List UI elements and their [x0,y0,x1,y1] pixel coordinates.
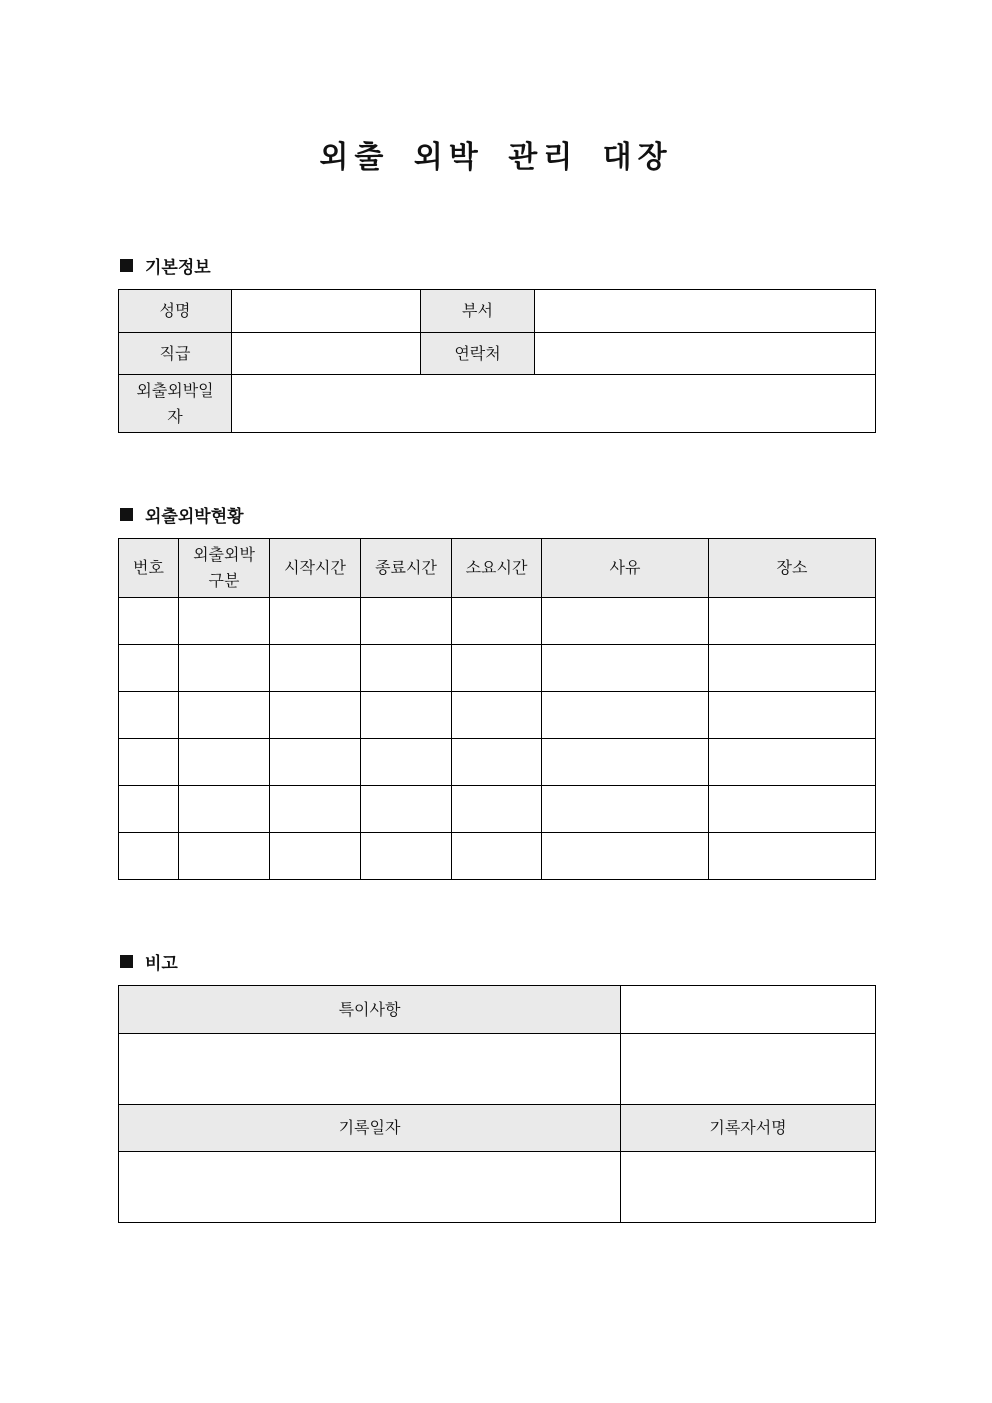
table-row [119,786,876,833]
outing-date-label [119,375,232,433]
table-cell[interactable] [179,692,270,739]
table-cell[interactable] [452,739,542,786]
table-cell[interactable] [452,833,542,880]
remarks-heading-text: 비고 [145,954,178,974]
table-cell[interactable] [709,833,876,880]
table-cell[interactable] [361,833,452,880]
col-header-duration: 소요시간 [452,539,542,598]
square-bullet-icon [120,955,133,968]
basic-info-heading-text: 기본정보 [145,258,211,278]
table-cell[interactable] [542,786,709,833]
table-cell[interactable] [119,692,179,739]
table-cell[interactable] [542,645,709,692]
table-cell[interactable] [542,833,709,880]
table-cell[interactable] [179,645,270,692]
department-label: 부서 [421,290,535,333]
table-cell[interactable] [542,598,709,645]
table-cell[interactable] [119,645,179,692]
record-date-label: 기록일자 [119,1105,621,1152]
position-field[interactable] [232,333,421,375]
department-field[interactable] [535,290,876,333]
table-row [119,692,876,739]
table-row [119,645,876,692]
table-cell[interactable] [709,739,876,786]
table-cell[interactable] [452,692,542,739]
table-cell[interactable] [119,786,179,833]
table-cell[interactable] [270,645,361,692]
remarks-table [118,985,876,1223]
name-field[interactable] [232,290,421,333]
table-cell[interactable] [361,739,452,786]
name-label: 성명 [119,290,232,333]
status-heading [120,502,244,527]
position-label: 직급 [119,333,232,375]
page-title: 외출 외박 관리 대장 [319,140,673,175]
recorder-signature-label: 기록자서명 [621,1105,876,1152]
contact-field[interactable] [535,333,876,375]
basic-info-heading [120,253,211,278]
col-header-type-line2: 구분 [208,571,240,590]
table-cell[interactable] [709,598,876,645]
table-cell[interactable] [452,598,542,645]
record-date-field[interactable] [119,1152,621,1223]
contact-label: 연락처 [421,333,535,375]
basic-info-table [118,289,876,433]
special-notes-field[interactable] [119,1034,621,1105]
table-cell[interactable] [270,786,361,833]
col-header-number: 번호 [119,539,179,598]
table-cell[interactable] [542,739,709,786]
outing-date-label-line1: 외출외박일 [136,380,214,400]
table-cell[interactable] [452,645,542,692]
special-notes-side-cell[interactable] [621,986,876,1034]
table-cell[interactable] [270,692,361,739]
table-cell[interactable] [361,645,452,692]
table-cell[interactable] [361,598,452,645]
col-header-type-line1: 외출외박 [193,545,255,564]
col-header-reason: 사유 [542,539,709,598]
table-cell[interactable] [119,598,179,645]
table-cell[interactable] [179,598,270,645]
outing-status-table [118,538,876,880]
special-notes-label: 특이사항 [119,986,621,1034]
col-header-end-time: 종료시간 [361,539,452,598]
table-cell[interactable] [179,786,270,833]
table-cell[interactable] [709,645,876,692]
special-notes-side-field[interactable] [621,1034,876,1105]
outing-date-field[interactable] [232,375,876,433]
table-cell[interactable] [709,786,876,833]
table-row [119,833,876,880]
table-cell[interactable] [119,833,179,880]
table-row [119,739,876,786]
table-cell[interactable] [270,598,361,645]
table-cell[interactable] [709,692,876,739]
table-cell[interactable] [270,833,361,880]
col-header-type [179,539,270,598]
status-heading-text: 외출외박현황 [145,507,244,527]
table-cell[interactable] [119,739,179,786]
table-cell[interactable] [361,786,452,833]
table-cell[interactable] [179,833,270,880]
table-row [119,598,876,645]
outing-date-label-line2: 자 [167,406,183,426]
table-cell[interactable] [179,739,270,786]
remarks-heading [120,949,178,974]
col-header-place: 장소 [709,539,876,598]
recorder-signature-field[interactable] [621,1152,876,1223]
table-cell[interactable] [361,692,452,739]
square-bullet-icon [120,259,133,272]
col-header-start-time: 시작시간 [270,539,361,598]
square-bullet-icon [120,508,133,521]
table-cell[interactable] [270,739,361,786]
table-cell[interactable] [542,692,709,739]
table-cell[interactable] [452,786,542,833]
